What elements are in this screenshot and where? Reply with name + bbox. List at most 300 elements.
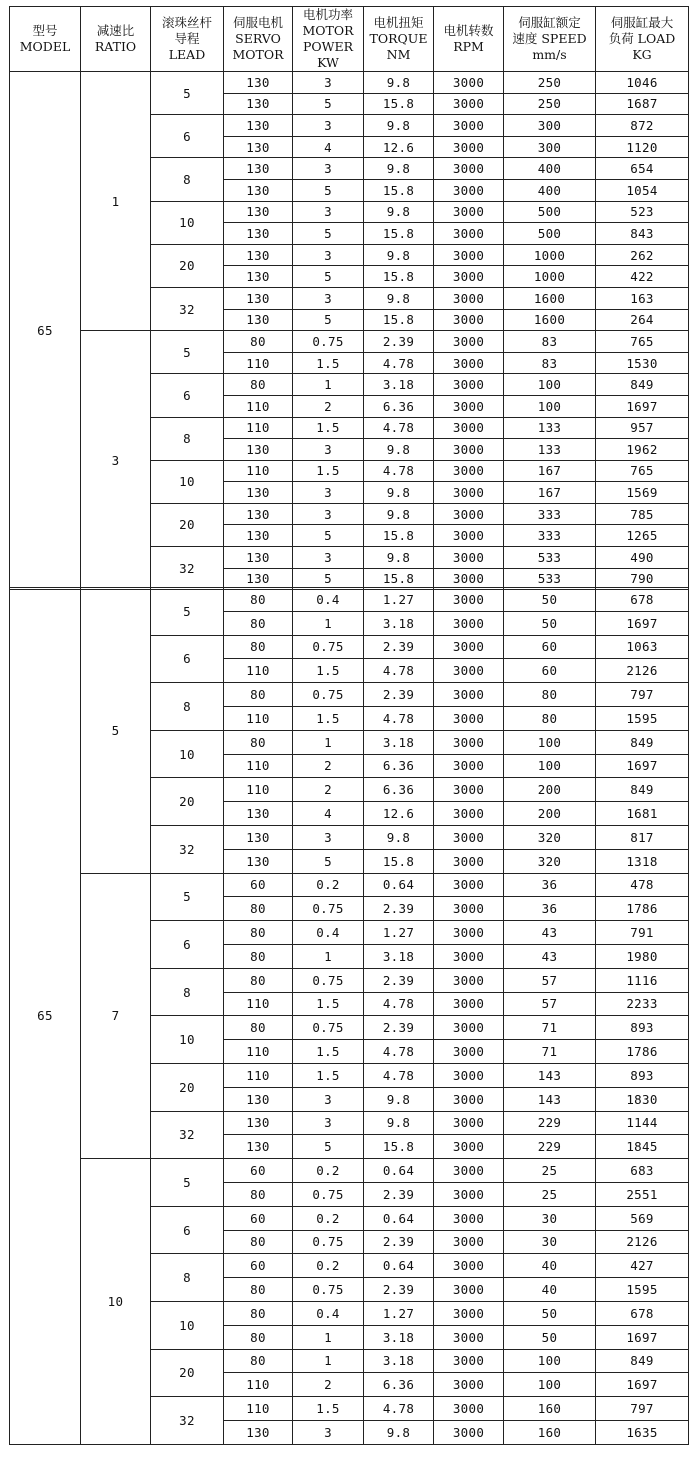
load-cell: 797 [596, 1397, 689, 1421]
ratio-cell: 5 [81, 588, 151, 874]
speed-cell: 143 [504, 1087, 596, 1111]
torque-cell: 2.39 [364, 1182, 434, 1206]
rpm-cell: 3000 [434, 1373, 504, 1397]
speed-cell: 36 [504, 897, 596, 921]
speed-cell: 200 [504, 802, 596, 826]
servo-motor-cell: 80 [224, 1301, 293, 1325]
load-cell: 1318 [596, 849, 689, 873]
motor-power-cell: 0.75 [293, 1230, 364, 1254]
load-cell: 1687 [596, 93, 689, 115]
torque-cell: 4.78 [364, 659, 434, 683]
torque-cell: 2.39 [364, 897, 434, 921]
servo-motor-cell: 110 [224, 1040, 293, 1064]
lead-cell: 32 [151, 1397, 224, 1445]
lead-cell: 8 [151, 158, 224, 201]
motor-power-cell: 3 [293, 482, 364, 504]
servo-motor-cell: 80 [224, 1325, 293, 1349]
rpm-cell: 3000 [434, 439, 504, 461]
servo-motor-cell: 110 [224, 754, 293, 778]
servo-motor-cell: 130 [224, 525, 293, 547]
motor-power-cell: 0.4 [293, 1301, 364, 1325]
table-row [10, 1159, 689, 1183]
speed-cell: 133 [504, 439, 596, 461]
motor-power-cell: 3 [293, 115, 364, 137]
load-cell: 817 [596, 825, 689, 849]
servo-motor-cell: 130 [224, 802, 293, 826]
rpm-cell: 3000 [434, 659, 504, 683]
lead-cell: 20 [151, 778, 224, 826]
torque-cell: 0.64 [364, 873, 434, 897]
rpm-cell: 3000 [434, 223, 504, 245]
load-cell: 1697 [596, 1373, 689, 1397]
torque-cell: 12.6 [364, 136, 434, 158]
torque-cell: 6.36 [364, 778, 434, 802]
load-cell: 678 [596, 1301, 689, 1325]
rpm-cell: 3000 [434, 179, 504, 201]
servo-motor-cell: 80 [224, 897, 293, 921]
motor-power-cell: 0.75 [293, 635, 364, 659]
header-row [10, 7, 689, 72]
lead-cell: 8 [151, 968, 224, 1016]
servo-motor-cell: 110 [224, 778, 293, 802]
torque-cell: 4.78 [364, 352, 434, 374]
servo-motor-cell: 130 [224, 287, 293, 309]
motor-power-cell: 3 [293, 439, 364, 461]
rpm-cell: 3000 [434, 778, 504, 802]
speed-cell: 50 [504, 588, 596, 612]
torque-cell: 9.8 [364, 1087, 434, 1111]
speed-cell: 229 [504, 1135, 596, 1159]
torque-cell: 3.18 [364, 944, 434, 968]
speed-cell: 300 [504, 136, 596, 158]
servo-motor-cell: 130 [224, 72, 293, 94]
servo-motor-cell: 80 [224, 1016, 293, 1040]
servo-motor-cell: 80 [224, 968, 293, 992]
motor-power-cell: 4 [293, 136, 364, 158]
load-cell: 2233 [596, 992, 689, 1016]
rpm-cell: 3000 [434, 1135, 504, 1159]
servo-motor-cell: 80 [224, 635, 293, 659]
ratio-cell: 10 [81, 1159, 151, 1445]
servo-motor-cell: 130 [224, 309, 293, 331]
motor-power-cell: 3 [293, 1111, 364, 1135]
model-cell: 65 [10, 588, 81, 1445]
speed-cell: 50 [504, 1301, 596, 1325]
motor-power-cell: 0.75 [293, 968, 364, 992]
spec-table-ratio-1-3 [9, 6, 689, 590]
rpm-cell: 3000 [434, 158, 504, 180]
motor-power-cell: 0.75 [293, 1278, 364, 1302]
speed-cell: 100 [504, 374, 596, 396]
rpm-cell: 3000 [434, 244, 504, 266]
torque-cell: 9.8 [364, 825, 434, 849]
rpm-cell: 3000 [434, 1397, 504, 1421]
speed-cell: 500 [504, 223, 596, 245]
torque-cell: 9.8 [364, 287, 434, 309]
torque-cell: 4.78 [364, 1397, 434, 1421]
load-cell: 765 [596, 460, 689, 482]
servo-motor-cell: 80 [224, 730, 293, 754]
torque-cell: 15.8 [364, 309, 434, 331]
torque-cell: 15.8 [364, 266, 434, 288]
speed-cell: 250 [504, 93, 596, 115]
motor-power-cell: 0.75 [293, 683, 364, 707]
load-cell: 893 [596, 1063, 689, 1087]
servo-motor-cell: 60 [224, 1159, 293, 1183]
rpm-cell: 3000 [434, 72, 504, 94]
rpm-cell: 3000 [434, 525, 504, 547]
speed-cell: 71 [504, 1016, 596, 1040]
torque-cell: 2.39 [364, 1016, 434, 1040]
torque-cell: 4.78 [364, 1040, 434, 1064]
rpm-cell: 3000 [434, 568, 504, 590]
rpm-cell: 3000 [434, 201, 504, 223]
torque-cell: 2.39 [364, 635, 434, 659]
speed-cell: 1000 [504, 266, 596, 288]
motor-power-cell: 1 [293, 611, 364, 635]
load-cell: 262 [596, 244, 689, 266]
rpm-cell: 3000 [434, 921, 504, 945]
load-cell: 849 [596, 730, 689, 754]
header-lead: 滚珠丝杆 导程 LEAD [151, 7, 224, 72]
torque-cell: 2.39 [364, 331, 434, 353]
rpm-cell: 3000 [434, 849, 504, 873]
servo-motor-cell: 110 [224, 417, 293, 439]
speed-cell: 300 [504, 115, 596, 137]
rpm-cell: 3000 [434, 1278, 504, 1302]
rpm-cell: 3000 [434, 93, 504, 115]
speed-cell: 25 [504, 1159, 596, 1183]
servo-motor-cell: 130 [224, 547, 293, 569]
load-cell: 422 [596, 266, 689, 288]
torque-cell: 4.78 [364, 992, 434, 1016]
motor-power-cell: 0.75 [293, 1016, 364, 1040]
motor-power-cell: 0.2 [293, 1254, 364, 1278]
torque-cell: 3.18 [364, 1325, 434, 1349]
load-cell: 2551 [596, 1182, 689, 1206]
motor-power-cell: 2 [293, 778, 364, 802]
lead-cell: 10 [151, 460, 224, 503]
speed-cell: 1600 [504, 309, 596, 331]
speed-cell: 60 [504, 659, 596, 683]
load-cell: 569 [596, 1206, 689, 1230]
table-body [10, 588, 689, 1445]
motor-power-cell: 1 [293, 944, 364, 968]
load-cell: 785 [596, 503, 689, 525]
load-cell: 1595 [596, 706, 689, 730]
servo-motor-cell: 60 [224, 873, 293, 897]
motor-power-cell: 5 [293, 223, 364, 245]
load-cell: 163 [596, 287, 689, 309]
motor-power-cell: 5 [293, 849, 364, 873]
load-cell: 1697 [596, 1325, 689, 1349]
lead-cell: 6 [151, 374, 224, 417]
rpm-cell: 3000 [434, 1016, 504, 1040]
rpm-cell: 3000 [434, 352, 504, 374]
rpm-cell: 3000 [434, 992, 504, 1016]
servo-motor-cell: 130 [224, 439, 293, 461]
servo-motor-cell: 130 [224, 158, 293, 180]
load-cell: 790 [596, 568, 689, 590]
load-cell: 1786 [596, 1040, 689, 1064]
rpm-cell: 3000 [434, 374, 504, 396]
lead-cell: 6 [151, 635, 224, 683]
torque-cell: 3.18 [364, 1349, 434, 1373]
torque-cell: 3.18 [364, 730, 434, 754]
load-cell: 1046 [596, 72, 689, 94]
torque-cell: 15.8 [364, 223, 434, 245]
torque-cell: 15.8 [364, 568, 434, 590]
rpm-cell: 3000 [434, 1159, 504, 1183]
lead-cell: 10 [151, 201, 224, 244]
motor-power-cell: 1.5 [293, 1040, 364, 1064]
lead-cell: 10 [151, 1016, 224, 1064]
rpm-cell: 3000 [434, 944, 504, 968]
torque-cell: 9.8 [364, 1420, 434, 1444]
speed-cell: 500 [504, 201, 596, 223]
servo-motor-cell: 80 [224, 1182, 293, 1206]
servo-motor-cell: 110 [224, 706, 293, 730]
speed-cell: 100 [504, 1349, 596, 1373]
load-cell: 1681 [596, 802, 689, 826]
servo-motor-cell: 130 [224, 115, 293, 137]
rpm-cell: 3000 [434, 897, 504, 921]
motor-power-cell: 5 [293, 93, 364, 115]
servo-motor-cell: 80 [224, 588, 293, 612]
motor-power-cell: 5 [293, 309, 364, 331]
lead-cell: 10 [151, 730, 224, 778]
torque-cell: 0.64 [364, 1206, 434, 1230]
torque-cell: 9.8 [364, 115, 434, 137]
speed-cell: 167 [504, 460, 596, 482]
ratio-cell: 1 [81, 72, 151, 331]
speed-cell: 200 [504, 778, 596, 802]
rpm-cell: 3000 [434, 1230, 504, 1254]
speed-cell: 50 [504, 1325, 596, 1349]
rpm-cell: 3000 [434, 754, 504, 778]
lead-cell: 5 [151, 72, 224, 115]
speed-cell: 57 [504, 992, 596, 1016]
ratio-cell: 3 [81, 331, 151, 590]
speed-cell: 250 [504, 72, 596, 94]
load-cell: 797 [596, 683, 689, 707]
motor-power-cell: 2 [293, 754, 364, 778]
load-cell: 849 [596, 1349, 689, 1373]
motor-power-cell: 0.4 [293, 921, 364, 945]
speed-cell: 320 [504, 825, 596, 849]
rpm-cell: 3000 [434, 588, 504, 612]
motor-power-cell: 1.5 [293, 1063, 364, 1087]
speed-cell: 229 [504, 1111, 596, 1135]
servo-motor-cell: 130 [224, 503, 293, 525]
load-cell: 1786 [596, 897, 689, 921]
speed-cell: 167 [504, 482, 596, 504]
rpm-cell: 3000 [434, 1087, 504, 1111]
rpm-cell: 3000 [434, 482, 504, 504]
load-cell: 2126 [596, 659, 689, 683]
torque-cell: 9.8 [364, 244, 434, 266]
speed-cell: 160 [504, 1397, 596, 1421]
motor-power-cell: 0.2 [293, 1159, 364, 1183]
rpm-cell: 3000 [434, 802, 504, 826]
load-cell: 1530 [596, 352, 689, 374]
torque-cell: 9.8 [364, 503, 434, 525]
motor-power-cell: 1 [293, 730, 364, 754]
rpm-cell: 3000 [434, 1420, 504, 1444]
motor-power-cell: 0.4 [293, 588, 364, 612]
torque-cell: 15.8 [364, 525, 434, 547]
motor-power-cell: 5 [293, 266, 364, 288]
speed-cell: 83 [504, 352, 596, 374]
motor-power-cell: 1 [293, 1349, 364, 1373]
speed-cell: 1000 [504, 244, 596, 266]
servo-motor-cell: 110 [224, 395, 293, 417]
servo-motor-cell: 110 [224, 659, 293, 683]
servo-motor-cell: 110 [224, 352, 293, 374]
speed-cell: 80 [504, 683, 596, 707]
speed-cell: 60 [504, 635, 596, 659]
rpm-cell: 3000 [434, 309, 504, 331]
lead-cell: 5 [151, 331, 224, 374]
rpm-cell: 3000 [434, 417, 504, 439]
torque-cell: 2.39 [364, 968, 434, 992]
servo-motor-cell: 130 [224, 93, 293, 115]
load-cell: 478 [596, 873, 689, 897]
motor-power-cell: 4 [293, 802, 364, 826]
torque-cell: 6.36 [364, 754, 434, 778]
header-rpm: 电机转数 RPM [434, 7, 504, 72]
table-body [10, 72, 689, 590]
torque-cell: 4.78 [364, 417, 434, 439]
speed-cell: 100 [504, 1373, 596, 1397]
speed-cell: 57 [504, 968, 596, 992]
rpm-cell: 3000 [434, 1325, 504, 1349]
torque-cell: 9.8 [364, 482, 434, 504]
speed-cell: 333 [504, 503, 596, 525]
load-cell: 1116 [596, 968, 689, 992]
lead-cell: 5 [151, 873, 224, 921]
servo-motor-cell: 130 [224, 825, 293, 849]
load-cell: 1830 [596, 1087, 689, 1111]
torque-cell: 0.64 [364, 1159, 434, 1183]
rpm-cell: 3000 [434, 460, 504, 482]
lead-cell: 6 [151, 1206, 224, 1254]
speed-cell: 50 [504, 611, 596, 635]
lead-cell: 20 [151, 1063, 224, 1111]
motor-power-cell: 1.5 [293, 706, 364, 730]
servo-motor-cell: 110 [224, 1063, 293, 1087]
lead-cell: 8 [151, 683, 224, 731]
lead-cell: 8 [151, 1254, 224, 1302]
rpm-cell: 3000 [434, 136, 504, 158]
servo-motor-cell: 60 [224, 1206, 293, 1230]
load-cell: 523 [596, 201, 689, 223]
motor-power-cell: 3 [293, 825, 364, 849]
load-cell: 791 [596, 921, 689, 945]
rpm-cell: 3000 [434, 730, 504, 754]
model-cell: 65 [10, 72, 81, 590]
servo-motor-cell: 130 [224, 223, 293, 245]
load-cell: 1697 [596, 754, 689, 778]
table-row [10, 331, 689, 353]
servo-motor-cell: 130 [224, 568, 293, 590]
speed-cell: 533 [504, 568, 596, 590]
torque-cell: 6.36 [364, 1373, 434, 1397]
torque-cell: 15.8 [364, 179, 434, 201]
torque-cell: 9.8 [364, 547, 434, 569]
servo-motor-cell: 80 [224, 331, 293, 353]
speed-cell: 320 [504, 849, 596, 873]
load-cell: 1054 [596, 179, 689, 201]
lead-cell: 32 [151, 1111, 224, 1159]
load-cell: 1120 [596, 136, 689, 158]
motor-power-cell: 3 [293, 547, 364, 569]
load-cell: 1595 [596, 1278, 689, 1302]
servo-motor-cell: 130 [224, 136, 293, 158]
lead-cell: 20 [151, 503, 224, 546]
load-cell: 849 [596, 374, 689, 396]
torque-cell: 4.78 [364, 1063, 434, 1087]
servo-motor-cell: 80 [224, 611, 293, 635]
motor-power-cell: 1.5 [293, 352, 364, 374]
servo-motor-cell: 80 [224, 374, 293, 396]
servo-motor-cell: 110 [224, 992, 293, 1016]
rpm-cell: 3000 [434, 395, 504, 417]
servo-motor-cell: 80 [224, 683, 293, 707]
servo-motor-cell: 80 [224, 1230, 293, 1254]
servo-motor-cell: 80 [224, 1349, 293, 1373]
motor-power-cell: 0.75 [293, 331, 364, 353]
motor-power-cell: 3 [293, 1087, 364, 1111]
motor-power-cell: 1 [293, 374, 364, 396]
rpm-cell: 3000 [434, 706, 504, 730]
servo-motor-cell: 130 [224, 179, 293, 201]
servo-motor-cell: 110 [224, 1373, 293, 1397]
servo-motor-cell: 130 [224, 1087, 293, 1111]
speed-cell: 133 [504, 417, 596, 439]
load-cell: 1697 [596, 611, 689, 635]
table-row [10, 72, 689, 94]
rpm-cell: 3000 [434, 873, 504, 897]
motor-power-cell: 0.2 [293, 873, 364, 897]
lead-cell: 20 [151, 244, 224, 287]
rpm-cell: 3000 [434, 968, 504, 992]
speed-cell: 30 [504, 1206, 596, 1230]
rpm-cell: 3000 [434, 547, 504, 569]
rpm-cell: 3000 [434, 1111, 504, 1135]
motor-power-cell: 3 [293, 72, 364, 94]
torque-cell: 15.8 [364, 1135, 434, 1159]
lead-cell: 6 [151, 921, 224, 969]
rpm-cell: 3000 [434, 611, 504, 635]
load-cell: 1697 [596, 395, 689, 417]
torque-cell: 15.8 [364, 93, 434, 115]
load-cell: 1962 [596, 439, 689, 461]
torque-cell: 6.36 [364, 395, 434, 417]
load-cell: 1265 [596, 525, 689, 547]
load-cell: 683 [596, 1159, 689, 1183]
rpm-cell: 3000 [434, 266, 504, 288]
load-cell: 872 [596, 115, 689, 137]
motor-power-cell: 5 [293, 179, 364, 201]
speed-cell: 43 [504, 944, 596, 968]
motor-power-cell: 3 [293, 287, 364, 309]
servo-motor-cell: 130 [224, 1111, 293, 1135]
servo-motor-cell: 130 [224, 244, 293, 266]
load-cell: 1635 [596, 1420, 689, 1444]
servo-motor-cell: 110 [224, 460, 293, 482]
motor-power-cell: 2 [293, 1373, 364, 1397]
